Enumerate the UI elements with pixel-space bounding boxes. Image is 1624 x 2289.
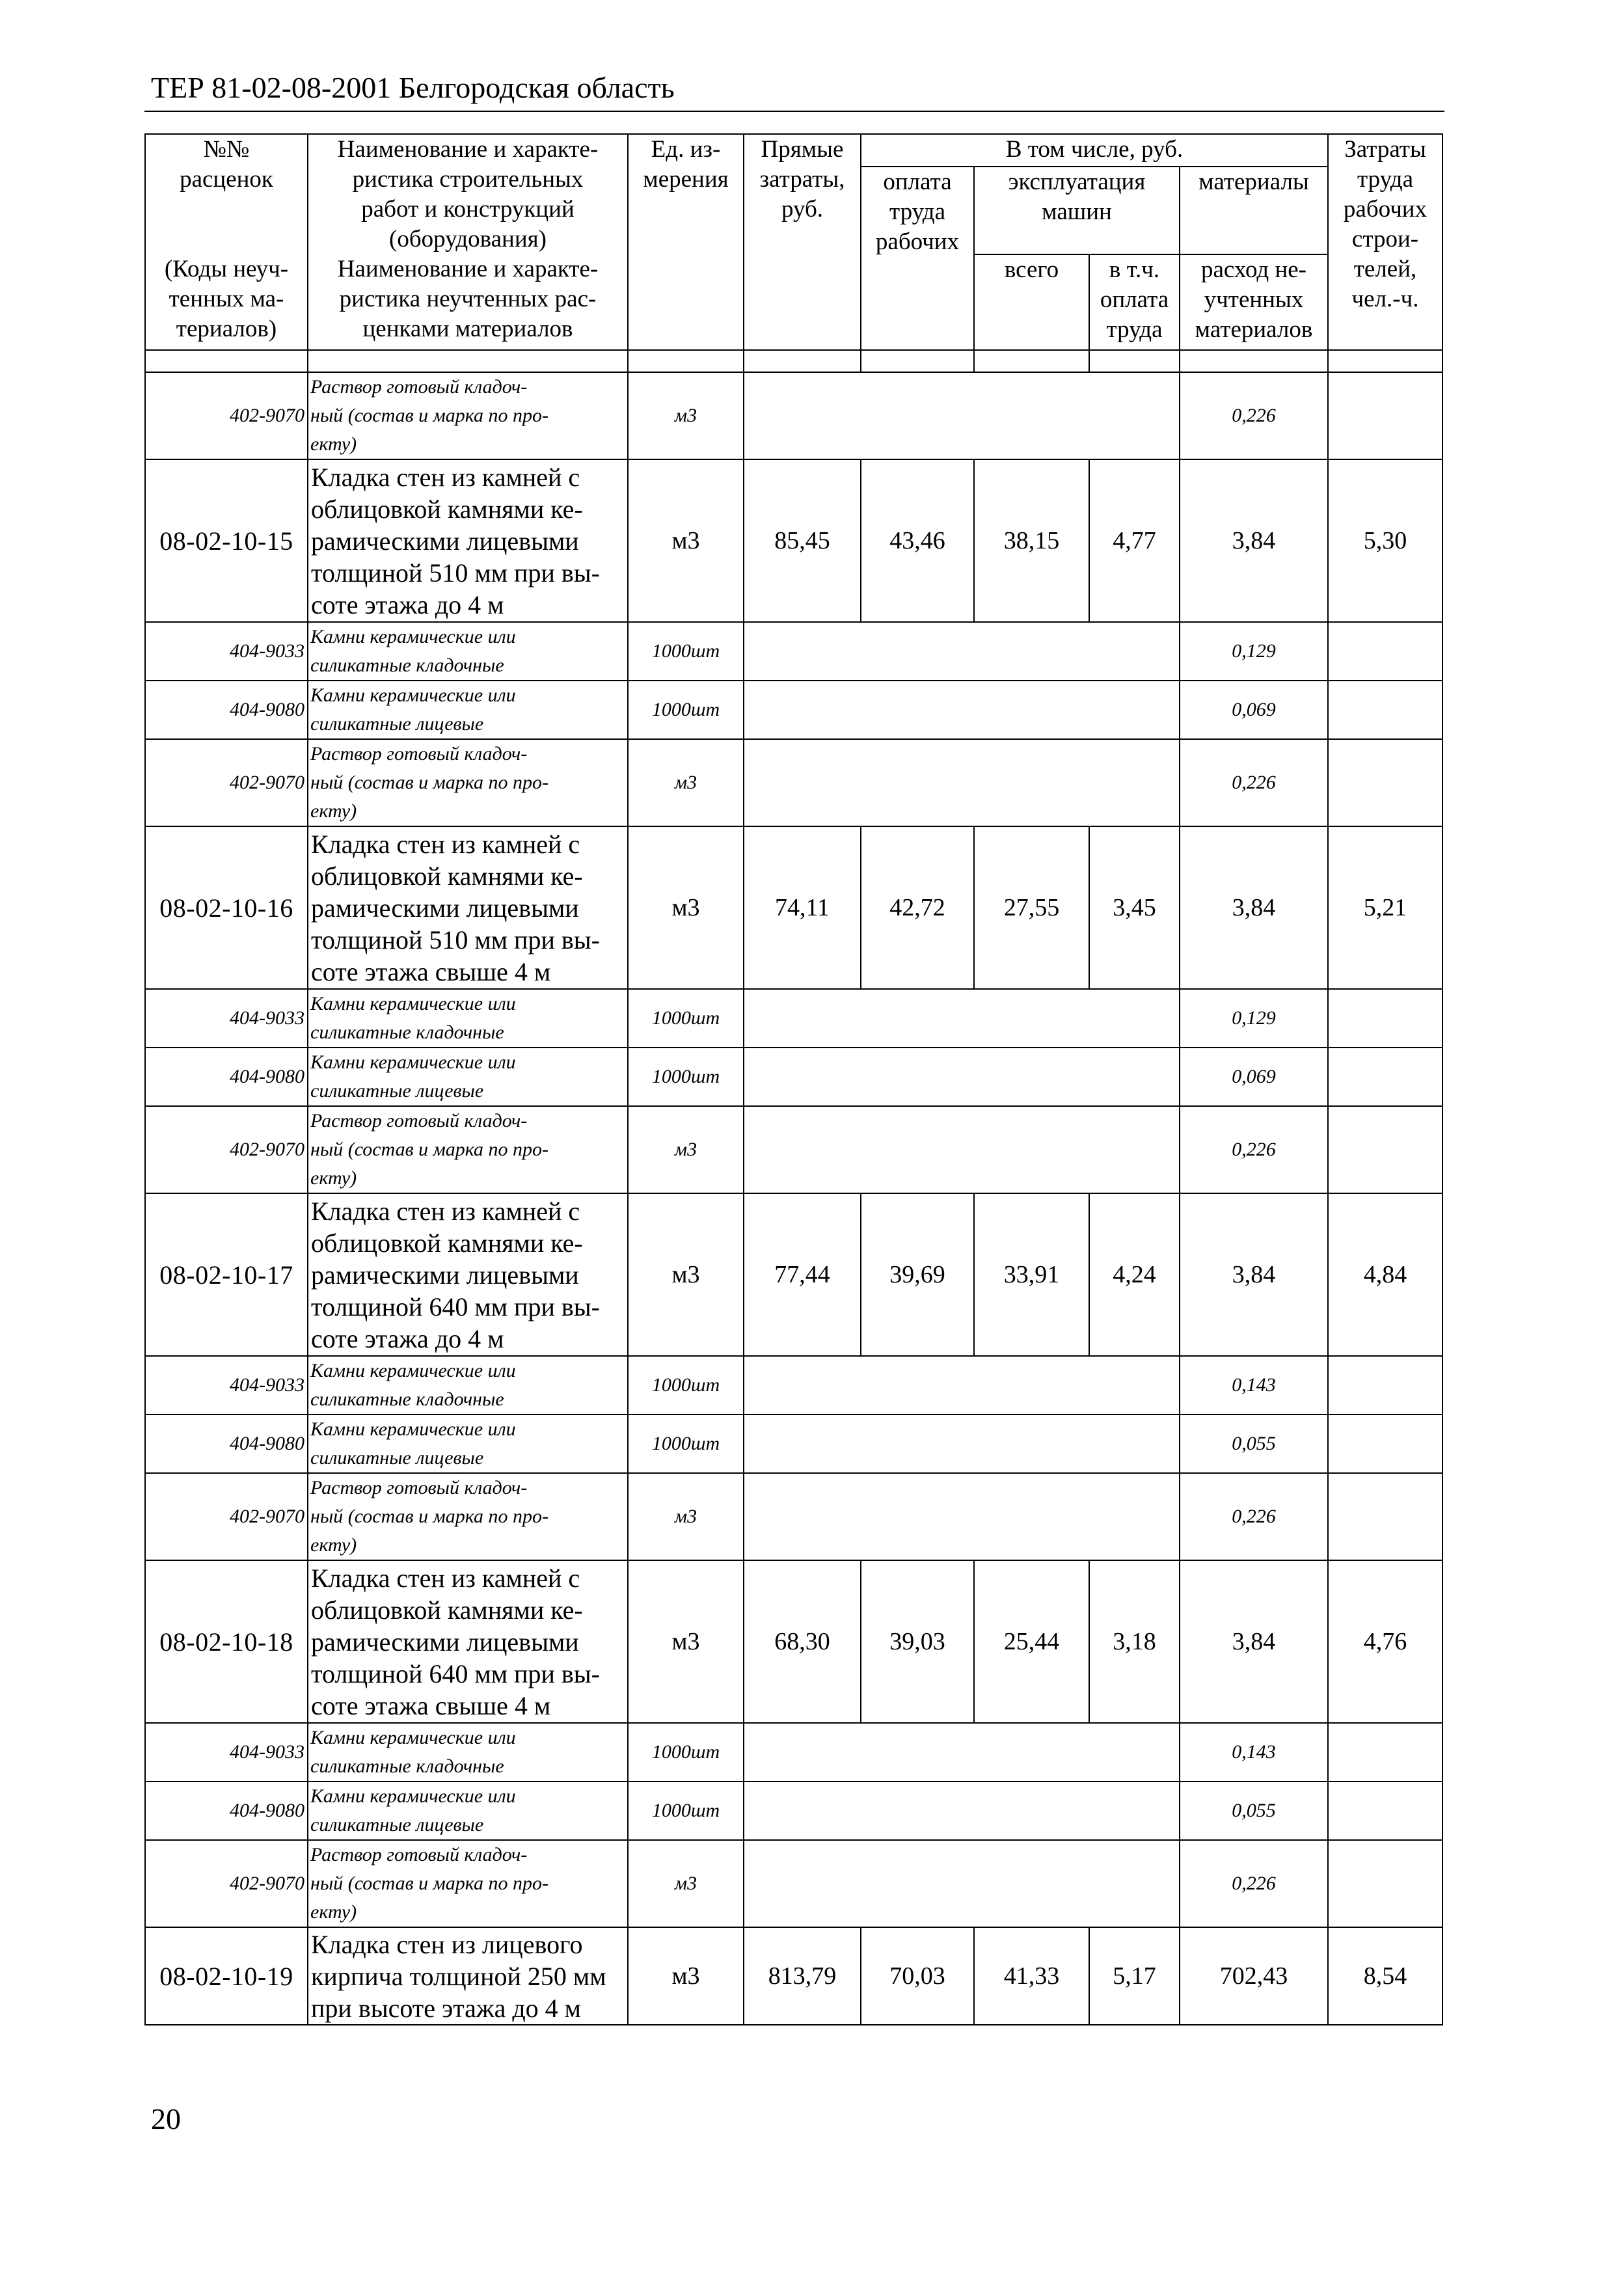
header-line: материалов [1195, 316, 1313, 343]
row-code: 404-9080 [145, 1781, 308, 1840]
row-name-line: кирпича толщиной 250 мм [311, 1961, 606, 1991]
spacer-cell [308, 350, 628, 372]
header-line: чел.-ч. [1351, 286, 1419, 312]
row-wages: 39,03 [861, 1560, 974, 1723]
row-material-consumption: 0,226 [1180, 372, 1328, 459]
row-name-line: Камни керамические или [310, 626, 516, 647]
row-material-consumption: 0,055 [1180, 1415, 1328, 1473]
header-wages [861, 167, 974, 350]
row-material-consumption: 0,055 [1180, 1781, 1328, 1840]
row-name-line: облицовкой камнями ке- [311, 1228, 583, 1258]
row-machines-wages: 3,18 [1089, 1560, 1180, 1723]
row-name-line: рамическими лицевыми [311, 893, 579, 923]
header-including: В том числе, руб. [861, 134, 1328, 167]
row-name [308, 1723, 628, 1781]
row-empty-span [744, 1781, 1180, 1840]
row-labor-empty [1328, 622, 1442, 681]
spacer-cell [861, 350, 974, 372]
row-name-line: силикатные кладочные [310, 1755, 504, 1777]
header-line: строи- [1351, 226, 1419, 252]
row-name-line: екту) [310, 433, 357, 455]
spacer-cell [974, 350, 1089, 372]
row-labor-empty [1328, 1723, 1442, 1781]
row-name-line: Кладка стен из камней с [311, 829, 580, 859]
header-line: ристика неучтенных рас- [339, 286, 597, 312]
row-name [308, 1193, 628, 1356]
row-labor: 4,76 [1328, 1560, 1442, 1723]
row-materials: 3,84 [1180, 459, 1328, 622]
row-empty-span [744, 989, 1180, 1048]
row-labor-empty [1328, 1048, 1442, 1106]
header-labor [1328, 134, 1442, 350]
row-material-consumption: 0,226 [1180, 1473, 1328, 1560]
header-line: Ед. из- [651, 136, 721, 163]
header-line: работ и конструкций [361, 196, 575, 223]
header-spacer-row [145, 350, 1442, 372]
row-name [308, 1415, 628, 1473]
row-empty-span [744, 372, 1180, 459]
row-machines-total: 38,15 [974, 459, 1089, 622]
row-empty-span [744, 1356, 1180, 1415]
row-name-line: Камни керамические или [310, 1360, 516, 1381]
row-unit: 1000шт [628, 1415, 744, 1473]
row-name-line: ный (состав и марка по про- [310, 405, 549, 426]
row-code: 08-02-10-16 [145, 826, 308, 989]
row-name [308, 1473, 628, 1560]
row-unit: м3 [628, 826, 744, 989]
row-unit: м3 [628, 739, 744, 826]
row-machines-wages: 4,77 [1089, 459, 1180, 622]
row-name-line: ный (состав и марка по про- [310, 1506, 549, 1527]
row-name-line: Кладка стен из камней с [311, 462, 580, 492]
row-wages: 70,03 [861, 1927, 974, 2025]
row-material-consumption: 0,143 [1180, 1723, 1328, 1781]
row-name [308, 1356, 628, 1415]
row-labor: 4,84 [1328, 1193, 1442, 1356]
row-labor-empty [1328, 1473, 1442, 1560]
row-labor-empty [1328, 1415, 1442, 1473]
row-name [308, 681, 628, 739]
row-name-line: ный (состав и марка по про- [310, 1873, 549, 1894]
row-unit: м3 [628, 1840, 744, 1927]
header-divider [144, 111, 1444, 112]
rates-table-body [145, 134, 1442, 2025]
header-line: рабочих [1343, 196, 1428, 223]
row-name [308, 1560, 628, 1723]
header-line: тенных ма- [169, 286, 284, 312]
row-materials: 3,84 [1180, 826, 1328, 989]
row-wages: 42,72 [861, 826, 974, 989]
row-code: 08-02-10-17 [145, 1193, 308, 1356]
row-labor-empty [1328, 1106, 1442, 1193]
work-row [145, 459, 1442, 622]
row-empty-span [744, 1840, 1180, 1927]
row-machines-total: 27,55 [974, 826, 1089, 989]
header-line: ценками материалов [362, 316, 573, 342]
row-name [308, 622, 628, 681]
material-row [145, 1356, 1442, 1415]
row-unit: 1000шт [628, 1356, 744, 1415]
row-unit: 1000шт [628, 681, 744, 739]
header-machines-total: всего [974, 254, 1089, 350]
row-name-line: силикатные лицевые [310, 1814, 484, 1835]
row-materials: 702,43 [1180, 1927, 1328, 2025]
row-machines-wages: 4,24 [1089, 1193, 1180, 1356]
page-number: 20 [151, 2102, 181, 2135]
row-empty-span [744, 1048, 1180, 1106]
row-empty-span [744, 1415, 1180, 1473]
row-empty-span [744, 1106, 1180, 1193]
material-row [145, 1415, 1442, 1473]
row-name-line: силикатные кладочные [310, 1388, 504, 1410]
row-labor-empty [1328, 372, 1442, 459]
row-name-line: екту) [310, 1534, 357, 1556]
rates-table [144, 133, 1443, 2025]
row-name-line: екту) [310, 800, 357, 822]
row-unit: м3 [628, 1560, 744, 1723]
row-empty-span [744, 622, 1180, 681]
header-code-alt [145, 254, 308, 350]
row-labor-empty [1328, 1356, 1442, 1415]
row-name-line: Раствор готовый кладоч- [310, 1477, 528, 1498]
row-name-line: толщиной 640 мм при вы- [311, 1659, 600, 1688]
row-name [308, 1927, 628, 2025]
row-unit: м3 [628, 459, 744, 622]
header-line: оплата [1100, 286, 1169, 313]
row-empty-span [744, 1723, 1180, 1781]
row-name-line: рамическими лицевыми [311, 1260, 579, 1290]
header-line: затраты, [759, 166, 845, 193]
row-machines-total: 41,33 [974, 1927, 1089, 2025]
row-wages: 43,46 [861, 459, 974, 622]
header-line: труда [889, 198, 946, 225]
row-unit: м3 [628, 1927, 744, 2025]
header-materials-alt [1180, 254, 1328, 350]
row-empty-span [744, 1473, 1180, 1560]
row-material-consumption: 0,226 [1180, 1840, 1328, 1927]
header-line: рабочих [875, 228, 960, 255]
row-name-line: екту) [310, 1901, 357, 1923]
row-labor: 5,21 [1328, 826, 1442, 989]
row-material-consumption: 0,129 [1180, 989, 1328, 1048]
row-name [308, 1048, 628, 1106]
row-empty-span [744, 739, 1180, 826]
row-unit: м3 [628, 372, 744, 459]
row-name-line: толщиной 510 мм при вы- [311, 925, 600, 955]
row-name-line: ный (состав и марка по про- [310, 772, 549, 793]
header-machines [974, 167, 1180, 254]
work-row [145, 1560, 1442, 1723]
header-line: труда [1106, 316, 1163, 343]
row-direct-costs: 85,45 [744, 459, 861, 622]
row-material-consumption: 0,226 [1180, 1106, 1328, 1193]
row-name-line: силикатные лицевые [310, 1080, 484, 1102]
material-row [145, 681, 1442, 739]
row-name-line: толщиной 510 мм при вы- [311, 558, 600, 588]
row-code: 402-9070 [145, 739, 308, 826]
row-unit: 1000шт [628, 1048, 744, 1106]
row-code: 402-9070 [145, 1840, 308, 1927]
header-unit [628, 134, 744, 350]
row-name [308, 1106, 628, 1193]
row-empty-span [744, 681, 1180, 739]
header-line: телей, [1353, 256, 1417, 282]
row-name-line: Раствор готовый кладоч- [310, 743, 528, 765]
row-material-consumption: 0,143 [1180, 1356, 1328, 1415]
row-name-line: силикатные лицевые [310, 1447, 484, 1469]
material-row [145, 1723, 1442, 1781]
row-direct-costs: 813,79 [744, 1927, 861, 2025]
header-line: машин [1042, 198, 1112, 225]
work-row [145, 1193, 1442, 1356]
row-name-line: рамическими лицевыми [311, 526, 579, 556]
row-name-line: Камни керамические или [310, 1051, 516, 1073]
row-name-line: Раствор готовый кладоч- [310, 1110, 528, 1131]
header-name-alt [308, 254, 628, 350]
row-labor-empty [1328, 681, 1442, 739]
row-name-line: соте этажа до 4 м [311, 1323, 504, 1353]
spacer-cell [628, 350, 744, 372]
work-row [145, 826, 1442, 989]
row-name-line: Кладка стен из лицевого [311, 1929, 583, 1959]
header-materials: материалы [1180, 167, 1328, 254]
row-labor-empty [1328, 989, 1442, 1048]
row-machines-wages: 5,17 [1089, 1927, 1180, 2025]
row-code: 404-9080 [145, 681, 308, 739]
row-code: 404-9080 [145, 1048, 308, 1106]
row-name-line: соте этажа свыше 4 м [311, 1690, 551, 1720]
row-name [308, 989, 628, 1048]
row-name [308, 1840, 628, 1927]
row-name-line: екту) [310, 1167, 357, 1189]
material-row [145, 989, 1442, 1048]
row-name-line: Кладка стен из камней с [311, 1196, 580, 1226]
row-code: 404-9080 [145, 1415, 308, 1473]
row-unit: м3 [628, 1193, 744, 1356]
row-name-line: облицовкой камнями ке- [311, 494, 583, 524]
row-code: 08-02-10-15 [145, 459, 308, 622]
material-row [145, 1106, 1442, 1193]
header-code [145, 134, 308, 254]
row-code: 08-02-10-18 [145, 1560, 308, 1723]
row-name-line: Камни керамические или [310, 993, 516, 1014]
row-name-line: Раствор готовый кладоч- [310, 376, 528, 398]
header-line: Наименование и характе- [337, 136, 599, 163]
header-line: в т.ч. [1109, 256, 1160, 283]
row-material-consumption: 0,129 [1180, 622, 1328, 681]
row-name-line: Камни керамические или [310, 1727, 516, 1748]
spacer-cell [744, 350, 861, 372]
header-row-1 [145, 134, 1442, 167]
row-unit: 1000шт [628, 1781, 744, 1840]
row-name-line: Кладка стен из камней с [311, 1563, 580, 1593]
row-code: 402-9070 [145, 1106, 308, 1193]
material-row [145, 1048, 1442, 1106]
row-name-line: силикатные лицевые [310, 713, 484, 735]
row-direct-costs: 77,44 [744, 1193, 861, 1356]
row-name-line: облицовкой камнями ке- [311, 1595, 583, 1625]
row-name [308, 459, 628, 622]
row-name-line: силикатные кладочные [310, 655, 504, 676]
row-code: 402-9070 [145, 1473, 308, 1560]
spacer-cell [1328, 350, 1442, 372]
header-line: (оборудования) [389, 226, 547, 252]
row-name-line: силикатные кладочные [310, 1022, 504, 1043]
row-unit: м3 [628, 1473, 744, 1560]
material-row [145, 622, 1442, 681]
row-materials: 3,84 [1180, 1560, 1328, 1723]
page-title: ТЕР 81-02-08-2001 Белгородская область [151, 71, 675, 104]
row-name-line: соте этажа свыше 4 м [311, 956, 551, 986]
row-code: 08-02-10-19 [145, 1927, 308, 2025]
row-direct-costs: 68,30 [744, 1560, 861, 1723]
header-line: расценок [180, 166, 273, 193]
material-row [145, 372, 1442, 459]
row-labor-empty [1328, 1840, 1442, 1927]
row-name [308, 1781, 628, 1840]
row-material-consumption: 0,069 [1180, 1048, 1328, 1106]
header-line: мерения [643, 166, 729, 193]
row-machines-wages: 3,45 [1089, 826, 1180, 989]
row-material-consumption: 0,226 [1180, 739, 1328, 826]
row-unit: 1000шт [628, 989, 744, 1048]
row-name-line: Камни керамические или [310, 1418, 516, 1440]
row-code: 404-9033 [145, 622, 308, 681]
row-name-line: соте этажа до 4 м [311, 589, 504, 619]
header-line: Прямые [761, 136, 844, 163]
material-row [145, 1840, 1442, 1927]
row-name [308, 739, 628, 826]
row-name-line: ный (состав и марка по про- [310, 1139, 549, 1160]
header-line: териалов) [176, 316, 277, 342]
row-name-line: Камни керамические или [310, 1785, 516, 1807]
header-line: №№ [203, 136, 250, 163]
row-materials: 3,84 [1180, 1193, 1328, 1356]
header-line: учтенных [1204, 286, 1304, 313]
header-line: Наименование и характе- [337, 256, 599, 282]
row-code: 404-9033 [145, 1356, 308, 1415]
spacer-cell [1180, 350, 1328, 372]
row-code: 404-9033 [145, 989, 308, 1048]
row-direct-costs: 74,11 [744, 826, 861, 989]
header-line: Затраты [1344, 136, 1426, 163]
header-machines-wages [1089, 254, 1180, 350]
material-row [145, 1781, 1442, 1840]
header-line: эксплуатация [1008, 169, 1146, 195]
row-name [308, 826, 628, 989]
spacer-cell [145, 350, 308, 372]
row-name [308, 372, 628, 459]
row-wages: 39,69 [861, 1193, 974, 1356]
header-line: (Коды неуч- [164, 256, 289, 282]
header-direct [744, 134, 861, 350]
row-labor-empty [1328, 1781, 1442, 1840]
material-row [145, 1473, 1442, 1560]
row-name-line: облицовкой камнями ке- [311, 861, 583, 891]
row-labor-empty [1328, 739, 1442, 826]
header-line: труда [1357, 166, 1414, 193]
row-machines-total: 25,44 [974, 1560, 1089, 1723]
spacer-cell [1089, 350, 1180, 372]
row-code: 402-9070 [145, 372, 308, 459]
row-name-line: Раствор готовый кладоч- [310, 1844, 528, 1865]
material-row [145, 739, 1442, 826]
header-line: оплата [883, 169, 952, 195]
header-name [308, 134, 628, 254]
row-name-line: Камни керамические или [310, 684, 516, 706]
header-line: расход не- [1201, 256, 1307, 283]
header-line: ристика строительных [352, 166, 584, 193]
row-unit: 1000шт [628, 1723, 744, 1781]
row-labor: 5,30 [1328, 459, 1442, 622]
row-unit: 1000шт [628, 622, 744, 681]
row-unit: м3 [628, 1106, 744, 1193]
row-code: 404-9033 [145, 1723, 308, 1781]
row-machines-total: 33,91 [974, 1193, 1089, 1356]
row-material-consumption: 0,069 [1180, 681, 1328, 739]
row-labor: 8,54 [1328, 1927, 1442, 2025]
row-name-line: толщиной 640 мм при вы- [311, 1292, 600, 1321]
work-row [145, 1927, 1442, 2025]
header-line: руб. [781, 196, 824, 223]
row-name-line: рамическими лицевыми [311, 1627, 579, 1657]
row-name-line: при высоте этажа до 4 м [311, 1993, 581, 2023]
